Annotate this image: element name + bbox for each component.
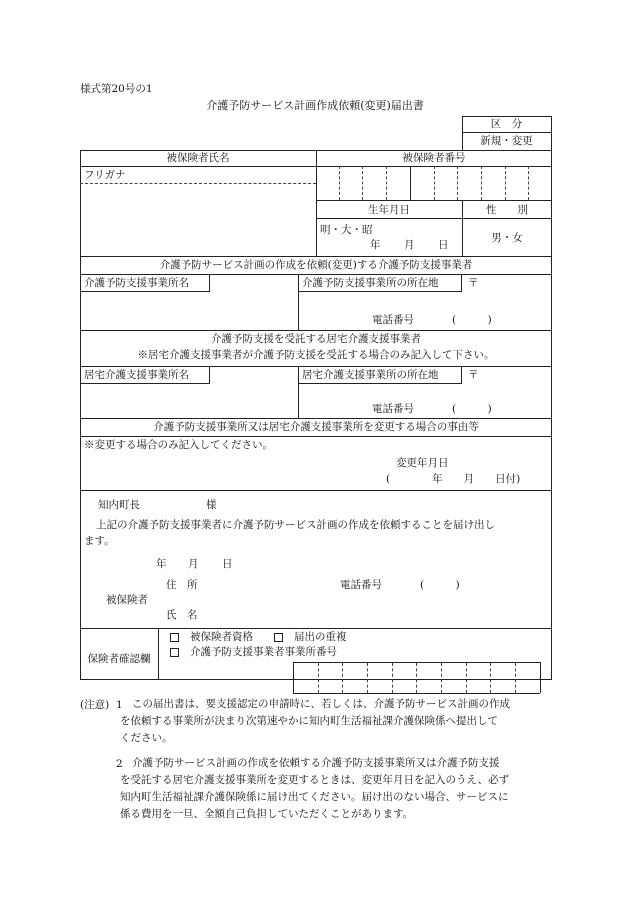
- declarant-name-label: 氏 名: [166, 609, 198, 621]
- birth-day-unit: 日: [438, 239, 449, 251]
- note-1-line-1: この届出書は、要支援認定の申請時に、若しくは、介護予防サービス計画の作成: [132, 698, 510, 710]
- checkbox-office-number[interactable]: [170, 648, 179, 657]
- declaration-body-line2: ます。: [84, 535, 115, 547]
- checkbox-duplicate-notice[interactable]: [274, 633, 283, 642]
- declarant-phone-field[interactable]: ( ): [420, 579, 460, 591]
- change-date-label: 変更年月日: [396, 457, 449, 469]
- declaration-body-line1: 上記の介護予防支援事業者に介護予防サービス計画の作成を依頼することを届け出し: [96, 519, 495, 531]
- checkbox-duplicate-notice-label: 届出の重複: [294, 631, 347, 643]
- home-care-office-address-field[interactable]: [478, 368, 550, 384]
- prevention-office-phone-label: 電話番号: [372, 314, 414, 326]
- change-date-field[interactable]: ( 年 月 日付): [386, 473, 521, 485]
- declaration-day-unit: 日: [222, 558, 233, 570]
- note-1-line-3: ください。: [120, 732, 173, 744]
- home-care-office-header-line1: 介護予防支援を受託する居宅介護支援事業者: [211, 333, 421, 345]
- home-care-office-name-label: 居宅介護支援事業所名: [84, 369, 189, 381]
- declaration-month-unit: 月: [188, 558, 199, 570]
- insured-number-label: 被保険者番号: [402, 152, 466, 164]
- change-reason-header: 介護予防支援事業所又は居宅介護支援事業所を変更する場合の事由等: [153, 421, 479, 433]
- declarant-insured-label: 被保険者: [106, 594, 148, 606]
- home-care-office-header-line2: ※居宅介護支援事業者が介護予防支援を受託する場合のみ記入して下さい。: [137, 349, 495, 361]
- checkbox-insured-eligibility[interactable]: [170, 633, 179, 642]
- checkbox-office-number-label: 介護予防支援事業者事業所番号: [190, 646, 337, 658]
- home-care-office-name-field[interactable]: [81, 385, 297, 417]
- declaration-year-unit: 年: [156, 558, 167, 570]
- checkbox-insured-eligibility-label: 被保険者資格: [190, 631, 253, 643]
- prevention-office-name-label: 介護予防支援事業所名: [84, 277, 189, 289]
- era-options[interactable]: 明・大・昭: [320, 224, 373, 236]
- note-2-line-3: 知内町生活福祉課介護保険係に届け出てください。届け出のない場合、サービスに: [120, 791, 509, 803]
- note-1-number: 1: [116, 699, 123, 711]
- declarant-name-field[interactable]: [210, 606, 410, 622]
- notes-prefix: (注意): [80, 699, 110, 711]
- declarant-phone-label: 電話番号: [340, 579, 382, 591]
- birth-month-unit: 月: [404, 239, 415, 251]
- declarant-address-label: 住 所: [166, 579, 198, 591]
- note-1-line-2: を依頼する事業所が決まり次第速やかに知内町生活福祉課介護保険係へ提出して: [120, 715, 498, 727]
- insured-name-field[interactable]: [81, 184, 315, 255]
- prevention-office-header: 介護予防サービス計画の作成を依頼(変更)する介護予防支援事業者: [159, 259, 473, 271]
- home-care-office-phone-label: 電話番号: [372, 403, 414, 415]
- prevention-office-address-field[interactable]: [478, 276, 550, 292]
- sex-label: 性 別: [486, 204, 528, 216]
- home-care-office-address-label: 居宅介護支援事業所の所在地: [302, 369, 439, 381]
- honorific: 様: [206, 499, 217, 511]
- furigana-label: フリガナ: [84, 169, 126, 181]
- addressee: 知内町長: [98, 499, 140, 511]
- note-2-line-2: を受託する居宅介護支援事業所を変更するときは、変更年月日を記入のうえ、必ず: [120, 774, 510, 786]
- prevention-office-phone-field[interactable]: ( ): [452, 314, 492, 326]
- kubun-label: 区 分: [490, 118, 523, 130]
- note-2-line-4: 係る費用を一旦、全額自己負担していただくことがあります。: [120, 808, 414, 820]
- home-care-office-phone-field[interactable]: ( ): [452, 403, 492, 415]
- note-1-text: [120, 696, 510, 747]
- form-title: 介護予防サービス計画作成依頼(変更)届出書: [206, 99, 424, 112]
- prevention-office-name-field[interactable]: [81, 293, 297, 329]
- insurer-check-label: 保険者確認欄: [87, 653, 151, 665]
- form-number: 様式第20号の1: [80, 83, 153, 95]
- note-2-line-1: 介護予防サービス計画の作成を依頼する介護予防支援事業所又は介護予防支援: [132, 757, 500, 769]
- change-reason-note: ※変更する場合のみ記入してください。: [84, 439, 273, 451]
- prevention-office-address-label: 介護予防支援事業所の所在地: [302, 277, 439, 289]
- change-reason-field[interactable]: [81, 456, 381, 486]
- insured-name-label: 被保険者氏名: [166, 152, 230, 164]
- note-2-number: 2: [116, 758, 123, 770]
- note-2-text: [120, 755, 510, 823]
- home-care-office-postal-mark: 〒: [468, 369, 479, 381]
- birthdate-label: 生年月日: [368, 204, 410, 216]
- prevention-office-postal-mark: 〒: [468, 277, 479, 289]
- birth-year-unit: 年: [370, 239, 381, 251]
- declarant-address-field[interactable]: [210, 576, 330, 592]
- sex-options[interactable]: 男・女: [491, 232, 523, 244]
- kubun-value: 新規・変更: [480, 135, 533, 147]
